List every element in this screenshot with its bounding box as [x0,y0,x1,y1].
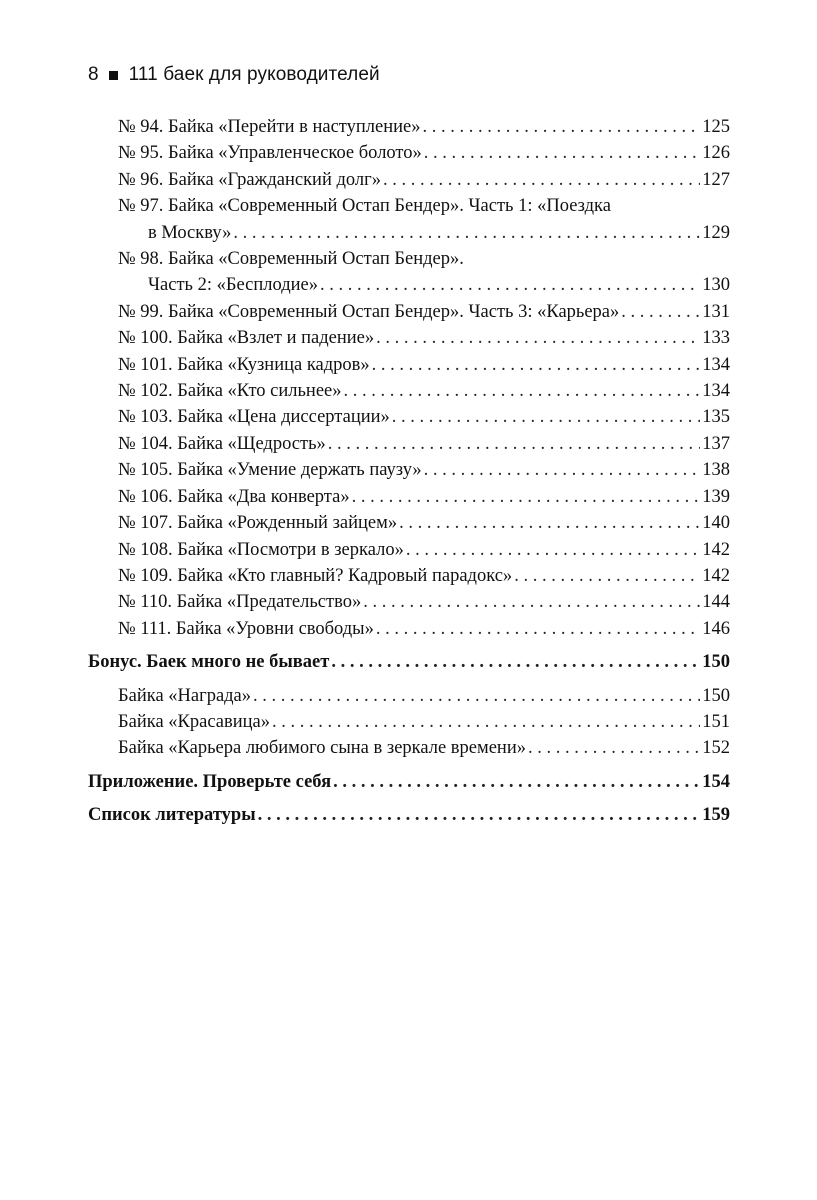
toc-entry-title: № 105. Байка «Умение держать паузу» [118,460,422,481]
toc-entry-page: 135 [702,407,730,428]
toc-entry-107[interactable] [88,510,730,536]
toc-entry-title: № 102. Байка «Кто сильнее» [118,381,342,402]
toc-entry-103[interactable] [88,404,730,430]
toc-entry-110[interactable] [88,589,730,615]
toc-entry-title-line2: в Москву» [148,222,232,243]
dot-leader [406,537,700,563]
dot-leader [376,616,700,642]
toc-section-page: 159 [702,805,730,826]
dot-leader [424,457,701,483]
dot-leader [253,683,700,709]
table-of-contents [88,114,730,836]
toc-section-appendix[interactable] [88,769,730,795]
toc-entry-page: 138 [702,460,730,481]
toc-entry-title: № 108. Байка «Посмотри в зеркало» [118,539,404,560]
toc-entry-title: № 95. Байка «Управленческое болото» [118,143,422,164]
toc-section-title: Бонус. Баек много не бывает [88,652,330,673]
toc-entry-page: 126 [702,143,730,164]
toc-entry-page: 146 [702,618,730,639]
toc-entry-bonus-2[interactable] [88,709,730,735]
dot-leader [272,709,700,735]
toc-entry-title-line1: № 98. Байка «Современный Остап Бендер». [118,249,464,270]
toc-entry-109[interactable] [88,563,730,589]
toc-entry-title: № 100. Байка «Взлет и падение» [118,328,375,349]
toc-section-title: Приложение. Проверьте себя [88,771,332,792]
toc-entry-100[interactable] [88,325,730,351]
dot-leader [328,431,700,457]
toc-entry-98[interactable] [88,246,730,299]
toc-entry-106[interactable] [88,484,730,510]
toc-entry-page: 151 [702,711,730,732]
dot-leader [621,299,700,325]
dot-leader [258,802,701,828]
toc-entry-title: Байка «Карьера любимого сына в зеркале времени» [118,738,526,759]
toc-entry-102[interactable] [88,378,730,404]
toc-entry-108[interactable] [88,537,730,563]
toc-entry-page: 129 [702,222,730,243]
toc-section-title: Список литературы [88,805,256,826]
toc-entry-104[interactable] [88,431,730,457]
dot-leader [383,167,700,193]
toc-entry-page: 127 [702,169,730,190]
dot-leader [376,325,700,351]
toc-entry-97[interactable] [88,193,730,246]
toc-entry-title: Байка «Красавица» [118,711,270,732]
toc-entry-101[interactable] [88,352,730,378]
toc-entry-105[interactable] [88,457,730,483]
dot-leader [422,114,700,140]
dot-leader [514,563,700,589]
dot-leader [333,769,700,795]
toc-entry-page: 131 [702,301,730,322]
dot-leader [352,484,701,510]
dot-leader [424,140,700,166]
toc-entry-title: № 111. Байка «Уровни свободы» [118,618,374,639]
toc-entry-title: № 103. Байка «Цена диссертации» [118,407,390,428]
toc-entry-page: 134 [702,381,730,402]
toc-section-page: 150 [702,652,730,673]
toc-entry-page: 142 [702,539,730,560]
toc-entry-title: № 101. Байка «Кузница кадров» [118,354,370,375]
toc-entry-title-line1: № 97. Байка «Современный Остап Бендер». Часть 1: «Поездка [118,196,611,217]
toc-entry-page: 133 [702,328,730,349]
toc-entry-title: № 110. Байка «Предательство» [118,592,362,613]
toc-entry-title: № 106. Байка «Два конверта» [118,486,350,507]
dot-leader [399,510,700,536]
toc-entry-page: 134 [702,354,730,375]
toc-entry-page: 152 [702,738,730,759]
toc-section-bonus[interactable] [88,649,730,675]
toc-entry-title: Байка «Награда» [118,685,252,706]
toc-entry-bonus-3[interactable] [88,735,730,761]
page-number: 8 [88,64,99,85]
dot-leader [392,404,700,430]
toc-entry-title: № 99. Байка «Современный Остап Бендер». Часть 3: «Карьера» [118,301,620,322]
toc-entry-page: 142 [702,565,730,586]
toc-entry-page: 137 [702,433,730,454]
toc-entry-94[interactable] [88,114,730,140]
toc-entry-page: 150 [702,685,730,706]
toc-section-page: 154 [702,771,730,792]
toc-entry-99[interactable] [88,299,730,325]
dot-leader [233,220,700,246]
toc-entry-page: 144 [702,592,730,613]
toc-entry-page: 125 [702,117,730,137]
toc-entry-title: № 104. Байка «Щедрость» [118,433,326,454]
toc-entry-page: 139 [702,486,730,507]
toc-entry-111[interactable] [88,616,730,642]
toc-entry-bonus-1[interactable] [88,683,730,709]
dot-leader [528,735,700,761]
dot-leader [331,649,700,675]
dot-leader [344,378,701,404]
toc-entry-page: 140 [702,513,730,534]
toc-entry-page: 130 [702,275,730,296]
square-bullet-icon [109,71,118,80]
toc-entry-title: № 96. Байка «Гражданский долг» [118,169,381,190]
dot-leader [372,352,701,378]
toc-entry-title: № 107. Байка «Рожденный зайцем» [118,513,398,534]
toc-entry-95[interactable] [88,140,730,166]
toc-section-references[interactable] [88,802,730,828]
toc-entry-title: № 94. Байка «Перейти в наступление» [118,117,421,137]
book-title: 111 баек для руководителей [128,64,380,85]
toc-entry-96[interactable] [88,167,730,193]
dot-leader [363,589,700,615]
dot-leader [320,272,700,298]
toc-entry-title: № 109. Байка «Кто главный? Кадровый парадокс» [118,565,513,586]
toc-entry-title-line2: Часть 2: «Бесплодие» [148,275,318,296]
running-head [88,64,380,86]
